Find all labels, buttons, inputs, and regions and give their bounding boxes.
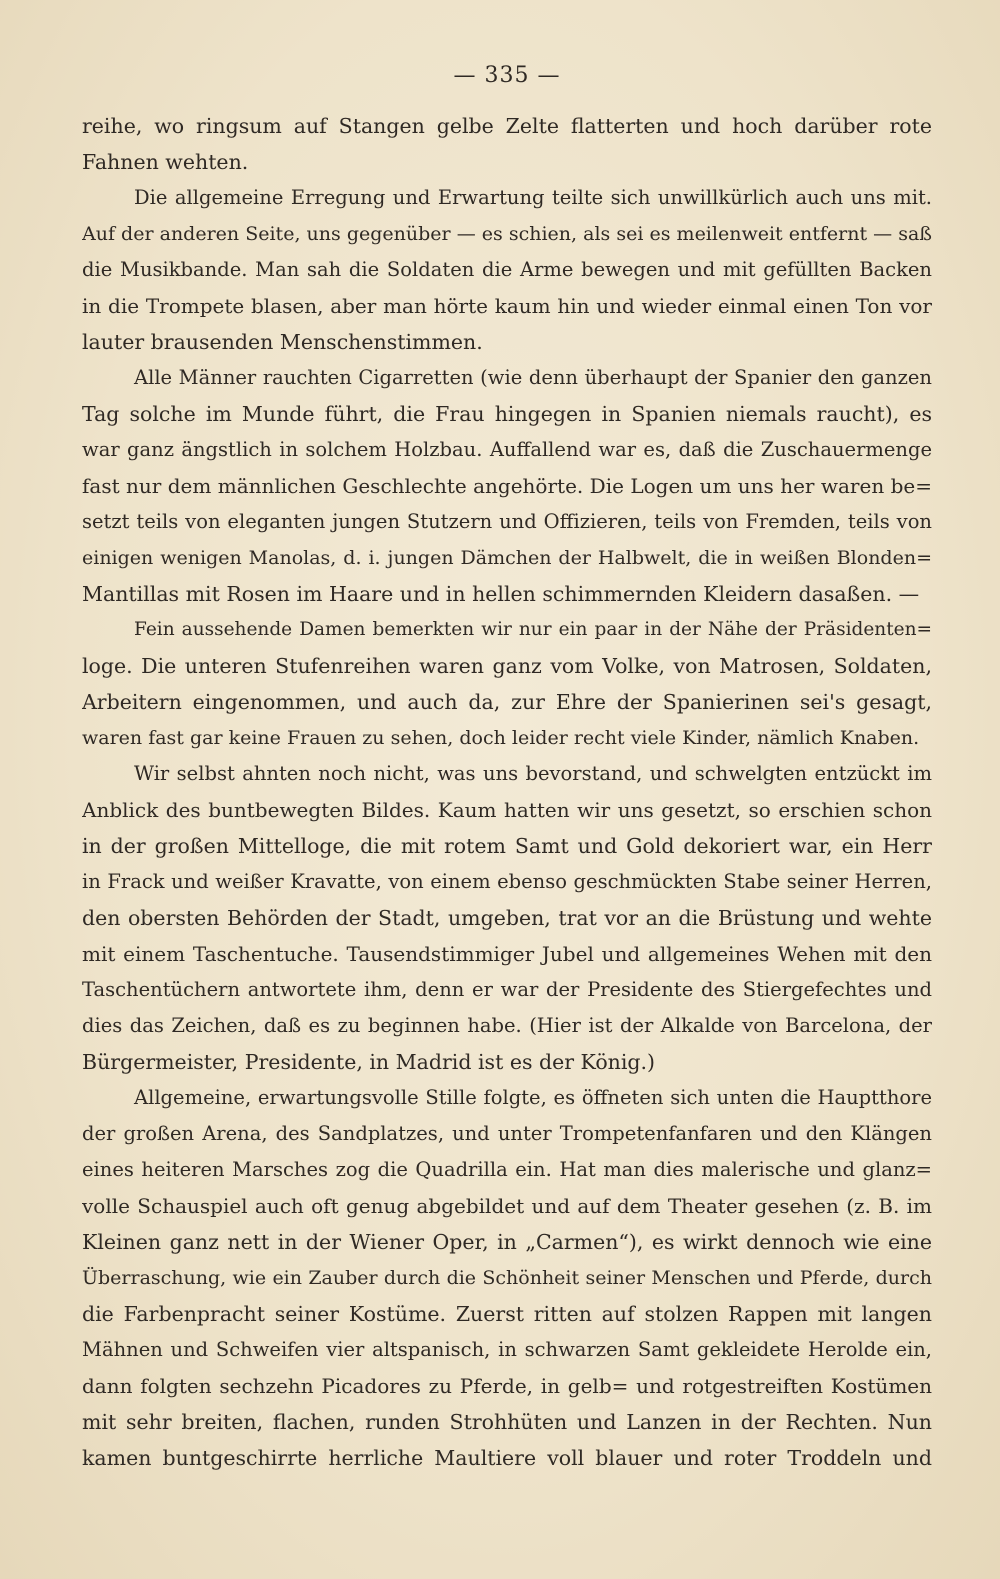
text-line: Kleinen ganz nett in der Wiener Oper, in „Carmen“), es wirkt dennoch wie eine (82, 1230, 932, 1254)
text-line: loge. Die unteren Stufenreihen waren ganz vom Volke, von Matrosen, Soldaten, (82, 654, 932, 678)
text-line: waren fast gar keine Frauen zu sehen, doch leider recht viele Kinder, nämlich Knaben. (82, 727, 920, 749)
text-line: Bürgermeister, Presidente, in Madrid ist es der König.) (82, 1050, 656, 1074)
text-line: setzt teils von eleganten jungen Stutzern und Offizieren, teils von Fremden, teils von (82, 510, 932, 533)
text-line: in der großen Mittelloge, die mit rotem Samt und Gold dekoriert war, ein Herr (82, 834, 932, 858)
text-line: Mantillas mit Rosen im Haare und in hellen schimmernden Kleidern dasaßen. — (82, 582, 920, 606)
text-line: Allgemeine, erwartungsvolle Stille folgte, es öffneten sich unten die Hauptthore (134, 1086, 932, 1109)
text-line: Mähnen und Schweifen vier altspanisch, in schwarzen Samt gekleidete Herolde ein, (82, 1338, 932, 1361)
text-line: in die Trompete blasen, aber man hörte kaum hin und wieder einmal einen Ton vor (82, 294, 932, 318)
text-line: lauter brausenden Menschenstimmen. (82, 330, 483, 354)
text-body (82, 108, 932, 1476)
text-line: Fahnen wehten. (82, 150, 249, 174)
text-line: dies das Zeichen, daß es zu beginnen habe. (Hier ist der Alkalde von Barcelona, der (82, 1014, 932, 1037)
text-line: die Farbenpracht seiner Kostüme. Zuerst ritten auf stolzen Rappen mit langen (82, 1302, 932, 1326)
text-line: war ganz ängstlich in solchem Holzbau. Auffallend war es, daß die Zuschauermenge (82, 438, 932, 461)
text-line: in Frack und weißer Kravatte, von einem ebenso geschmückten Stabe seiner Herren, (82, 870, 932, 893)
text-line: mit einem Taschentuche. Tausendstimmiger Jubel und allgemeines Wehen mit den (82, 942, 932, 966)
text-line: Auf der anderen Seite, uns gegenüber — es schien, als sei es meilenweit entfernt — saß (82, 223, 932, 245)
text-line: Alle Männer rauchten Cigarretten (wie denn überhaupt der Spanier den ganzen (134, 366, 932, 389)
text-line: reihe, wo ringsum auf Stangen gelbe Zelte flatterten und hoch darüber rote (82, 114, 932, 138)
text-line: Die allgemeine Erregung und Erwartung teilte sich unwillkürlich auch uns mit. (134, 186, 932, 209)
text-line: kamen buntgeschirrte herrliche Maultiere voll blauer und roter Troddeln und (82, 1446, 932, 1470)
text-line: dann folgten sechzehn Picadores zu Pferde, in gelb= und rotgestreiften Kostümen (82, 1374, 932, 1398)
text-line: die Musikbande. Man sah die Soldaten die Arme bewegen und mit gefüllten Backen (82, 258, 932, 281)
text-line: den obersten Behörden der Stadt, umgeben, trat vor an die Brüstung und wehte (82, 906, 932, 930)
text-line: fast nur dem männlichen Geschlechte angehörte. Die Logen um uns her waren be= (82, 474, 932, 498)
text-line: Anblick des buntbewegten Bildes. Kaum hatten wir uns gesetzt, so erschien schon (82, 798, 932, 822)
text-line: volle Schauspiel auch oft genug abgebildet und auf dem Theater gesehen (z. B. im (82, 1194, 932, 1218)
text-line: mit sehr breiten, flachen, runden Strohhüten und Lanzen in der Rechten. Nun (82, 1410, 932, 1434)
text-line: Fein aussehende Damen bemerkten wir nur ein paar in der Nähe der Präsidenten= (134, 619, 932, 640)
text-line: einigen wenigen Manolas, d. i. jungen Dämchen der Halbwelt, die in weißen Blonden= (82, 547, 932, 569)
text-line: Taschentüchern antwortete ihm, denn er war der Presidente des Stiergefechtes und (82, 978, 932, 1001)
text-line: Wir selbst ahnten noch nicht, was uns bevorstand, und schwelgten entzückt im (134, 762, 932, 785)
text-line: eines heiteren Marsches zog die Quadrilla ein. Hat man dies malerische und glanz= (82, 1158, 932, 1181)
text-line: Tag solche im Munde führt, die Frau hingegen in Spanien niemals raucht), es (82, 402, 932, 426)
text-line: der großen Arena, des Sandplatzes, und unter Trompetenfanfaren und den Klängen (82, 1122, 932, 1145)
text-line: Überraschung, wie ein Zauber durch die Schönheit seiner Menschen und Pferde, durch (82, 1267, 932, 1289)
page-number: — 335 — (453, 63, 561, 88)
text-line: Arbeitern eingenommen, und auch da, zur Ehre der Spanierinen sei's gesagt, (82, 690, 932, 714)
